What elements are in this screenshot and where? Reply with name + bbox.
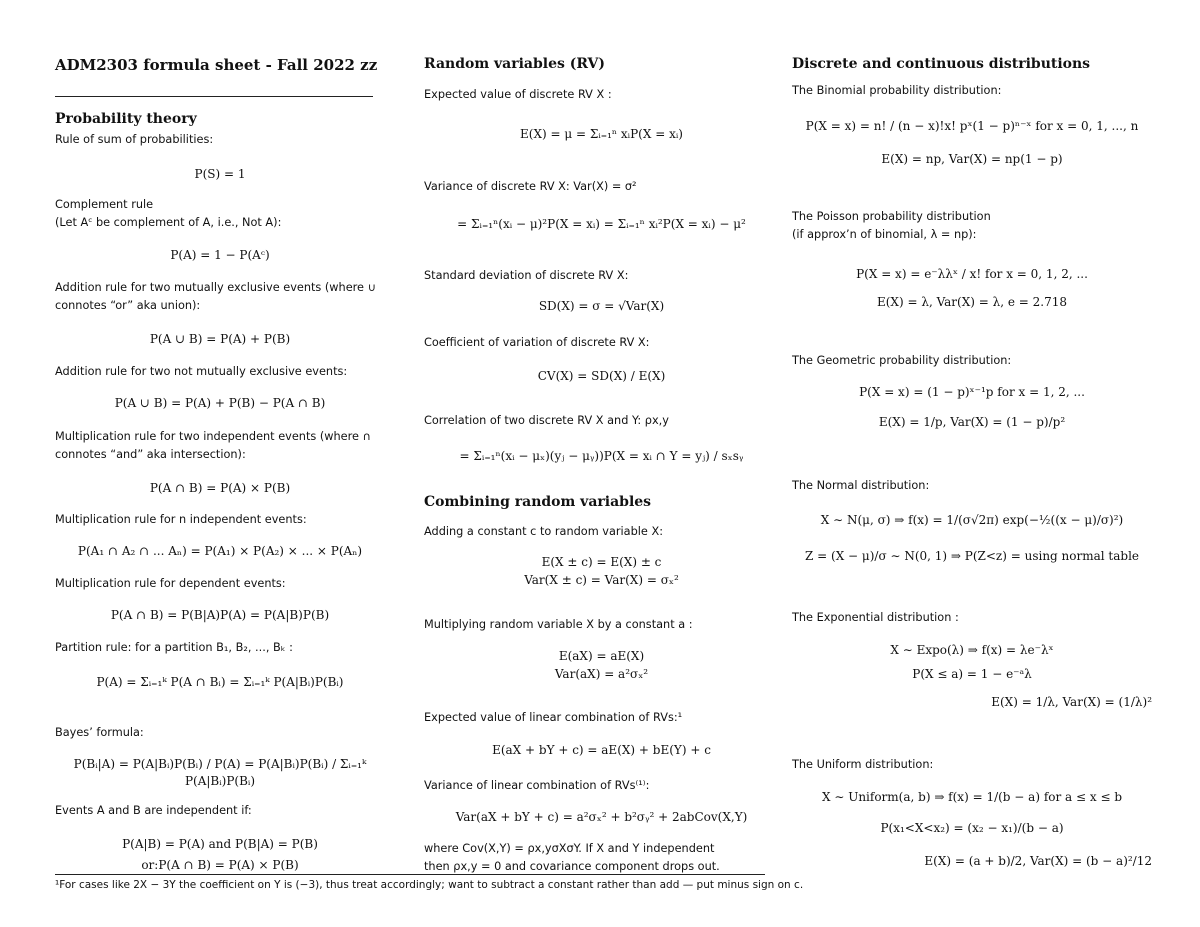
formula-line: P(A₁ ∩ A₂ ∩ ... Aₙ) = P(A₁) × P(A₂) × ... × P(Aₙ) [77,544,363,558]
text-line: Multiplication rule for two independent events (where ∩ [55,430,371,443]
text-line: Coefficient of variation of discrete RV X: [424,336,650,349]
formula-line: P(A ∪ B) = P(A) + P(B) − P(A ∩ B) [114,396,326,410]
text-line: Variance of discrete RV X: Var(X) = σ² [424,180,637,193]
formula-line: P(A) = 1 − P(Aᶜ) [170,248,270,262]
footnote: ¹For cases like 2X − 3Y the coefficient on Y is (−3), thus treat accordingly; want to subtract a constant rather than add — put minus sign on c. [55,879,804,891]
section-title-distributions: Discrete and continuous distributions [792,56,1091,72]
title-divider [55,96,373,97]
uniform-probability: P(x₁<X<x₂) = (x₂ − x₁)/(b − a) [880,821,1064,835]
text-line: Multiplication rule for n independent events: [55,513,307,526]
text-line: where Cov(X,Y) = ρx,yσXσY. If X and Y independent [424,842,715,855]
text-line: Expected value of discrete RV X : [424,88,612,101]
geometric-moments: E(X) = 1/p, Var(X) = (1 − p)/p² [878,415,1066,429]
formula-line: SD(X) = σ = √Var(X) [538,299,665,313]
geometric-label: The Geometric probability distribution: [792,354,1012,367]
poisson-label-note: (if approx’n of binomial, λ = np): [792,228,977,241]
formula-line: E(aX + bY + c) = aE(X) + bE(Y) + c [492,743,711,757]
random-variables-list [424,56,779,876]
section-title-random-variables: Random variables (RV) [424,56,606,72]
formula-line: or:P(A ∩ B) = P(A) × P(B) [141,858,299,872]
distributions-list [792,56,1152,886]
uniform-label: The Uniform distribution: [792,758,934,771]
section-title-probability: Probability theory [55,111,197,127]
normal-formula: X ∼ N(μ, σ) ⇒ f(x) = 1/(σ√2π) exp(−½((x − μ)/σ)²) [820,513,1124,527]
text-line: Addition rule for two mutually exclusive events (where ∪ [55,281,376,294]
column-random-variables [424,52,779,876]
text-line: connotes “and” aka intersection): [55,448,246,461]
probability-list [55,111,385,871]
exponential-cdf: P(X ≤ a) = 1 − e⁻ᵃλ [912,667,1032,681]
text-line: Complement rule [55,198,154,211]
text-line: Standard deviation of discrete RV X: [424,269,629,282]
text-line: Correlation of two discrete RV X and Y: ρx,y [424,414,669,427]
text-line: Bayes’ formula: [55,726,144,739]
formula-line: E(aX) = aE(X) [558,649,645,663]
text-line: Multiplying random variable X by a constant a : [424,618,693,631]
text-line: Partition rule: for a partition B₁, B₂, ..., Bₖ : [55,641,293,654]
formula-line: Var(X ± c) = Var(X) = σₓ² [524,573,679,587]
text-line: Expected value of linear combination of RVs:¹ [424,711,683,724]
formula-line: E(X) = μ = Σᵢ₌₁ⁿ xᵢP(X = xᵢ) [520,127,683,141]
text-line: (Let Aᶜ be complement of A, i.e., Not A): [55,216,282,229]
formula-line: P(A|B) = P(A) and P(B|A) = P(B) [122,837,318,851]
text-line: Adding a constant c to random variable X: [424,525,663,538]
column-probability-theory [55,52,385,871]
exponential-label: The Exponential distribution : [792,611,959,624]
formula-line: P(A ∪ B) = P(A) + P(B) [149,332,291,346]
formula-line: P(Bᵢ|A) = P(A|Bᵢ)P(Bᵢ) / P(A) = P(A|Bᵢ)P(Bᵢ) / Σᵢ₌₁ᵏ P(A|Bᵢ)P(Bᵢ) [73,757,367,788]
text-line: then ρx,y = 0 and covariance component drops out. [424,860,720,873]
formula-line: P(S) = 1 [194,167,246,181]
formula-line: = Σᵢ₌₁ⁿ(xᵢ − μ)²P(X = xᵢ) = Σᵢ₌₁ⁿ xᵢ²P(X = xᵢ) − μ² [457,217,746,231]
column-distributions [792,52,1152,886]
formula-line: Var(aX + bY + c) = a²σₓ² + b²σᵧ² + 2abCov(X,Y) [455,810,748,824]
exponential-moments: E(X) = 1/λ, Var(X) = (1/λ)² [991,695,1152,709]
uniform-moments: E(X) = (a + b)/2, Var(X) = (b − a)²/12 [924,854,1152,868]
normal-standardization: Z = (X − μ)/σ ∼ N(0, 1) ⇒ P(Z<z) = using normal table [804,549,1140,563]
formula-line: CV(X) = SD(X) / E(X) [537,369,666,383]
text-line: Rule of sum of probabilities: [55,133,214,146]
binomial-formula: P(X = x) = n! / (n − x)!x! pˣ(1 − p)ⁿ⁻ˣ for x = 0, 1, ..., n [805,119,1139,133]
geometric-formula: P(X = x) = (1 − p)ˣ⁻¹p for x = 1, 2, ... [859,385,1085,399]
text-line: connotes “or” aka union): [55,299,201,312]
uniform-formula: X ∼ Uniform(a, b) ⇒ f(x) = 1/(b − a) for a ≤ x ≤ b [821,790,1123,804]
formula-line: P(A ∩ B) = P(B|A)P(A) = P(A|B)P(B) [110,608,330,622]
formula-line: = Σᵢ₌₁ⁿ(xᵢ − μₓ)(yⱼ − μᵧ))P(X = xᵢ ∩ Y = yⱼ) / sₓsᵧ [459,449,744,463]
formula-line: E(X ± c) = E(X) ± c [541,555,662,569]
poisson-moments: E(X) = λ, Var(X) = λ, e = 2.718 [876,295,1067,309]
formula-line: P(A ∩ B) = P(A) × P(B) [149,481,291,495]
footnote-divider [55,874,765,875]
section-title-combining: Combining random variables [424,494,652,510]
binomial-moments: E(X) = np, Var(X) = np(1 − p) [881,152,1063,166]
text-line: Events A and B are independent if: [55,804,252,817]
formula-line: P(A) = Σᵢ₌₁ᵏ P(A ∩ Bᵢ) = Σᵢ₌₁ᵏ P(A|Bᵢ)P(Bᵢ) [96,675,344,689]
text-line: Multiplication rule for dependent events: [55,577,286,590]
normal-label: The Normal distribution: [792,479,930,492]
text-line: Addition rule for two not mutually exclusive events: [55,365,348,378]
text-line: Variance of linear combination of RVs⁽¹⁾: [424,779,650,792]
poisson-formula: P(X = x) = e⁻λλˣ / x! for x = 0, 1, 2, ... [856,267,1088,281]
poisson-label: The Poisson probability distribution [792,210,991,223]
formula-line: Var(aX) = a²σₓ² [554,667,649,681]
exponential-formula: X ∼ Expo(λ) ⇒ f(x) = λe⁻λˣ [890,643,1054,657]
page-title: ADM2303 formula sheet - Fall 2022 zz [55,56,378,74]
binomial-label: The Binomial probability distribution: [792,84,1002,97]
